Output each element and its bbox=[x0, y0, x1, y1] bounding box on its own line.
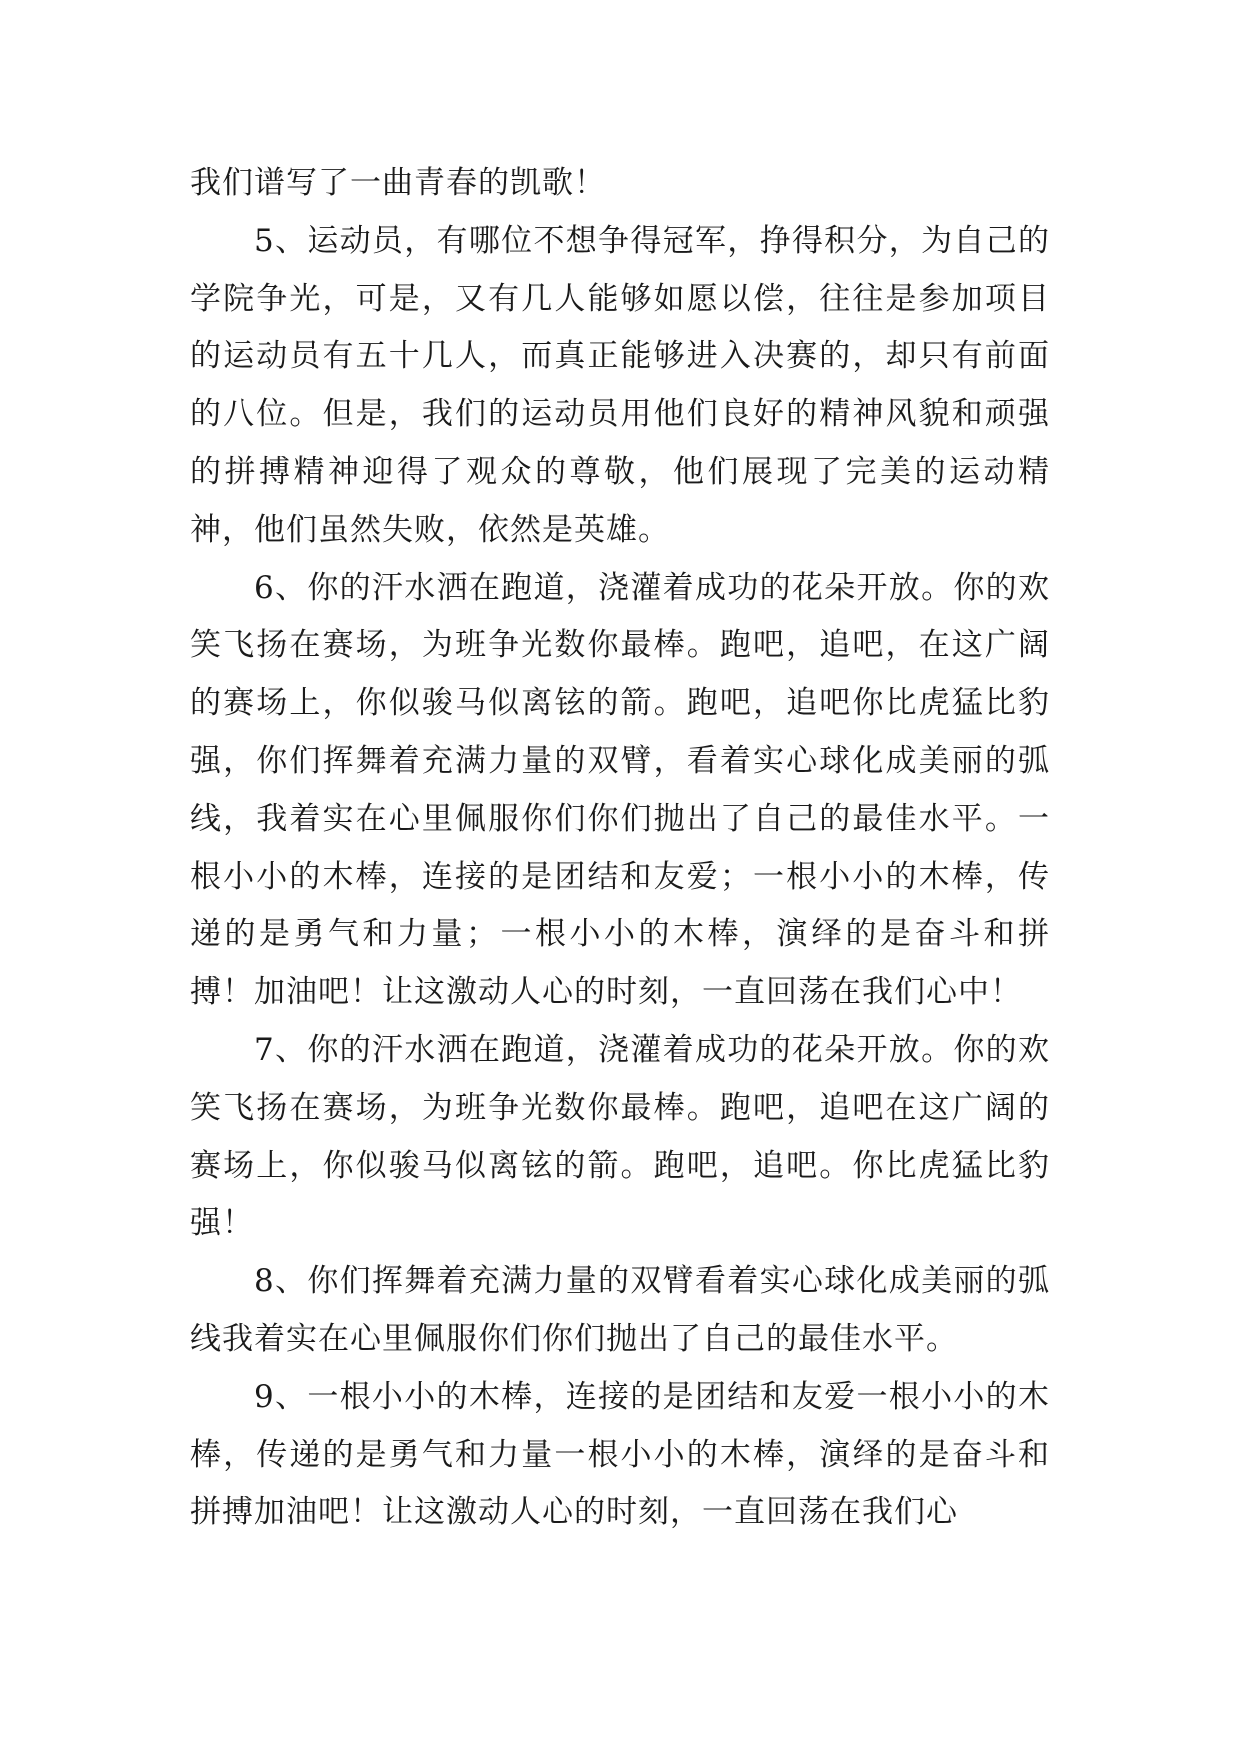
paragraph-9: 9、一根小小的木棒，连接的是团结和友爱一根小小的木棒，传递的是勇气和力量一根小小的木棒，演绎的是奋斗和拼搏加油吧！让这激动人心的时刻，一直回荡在我们心 bbox=[190, 1378, 1050, 1531]
paragraph-6: 6、你的汗水洒在跑道，浇灌着成功的花朵开放。你的欢笑飞扬在赛场，为班争光数你最棒。跑吧，追吧，在这广阔的赛场上，你似骏马似离铉的箭。跑吧，追吧你比虎猛比豹强，你们挥舞着充满力量的双臂，看着实心球化成美丽的弧线，我着实在心里佩服你们你们抛出了自己的最佳水平。一根小小的木棒，连接的是团结和友爱；一根小小的木棒，传递的是勇气和力量；一根小小的木棒，演绎的是奋斗和拼搏！加油吧！让这激动人心的时刻，一直回荡在我们心中！ bbox=[190, 569, 1050, 1011]
paragraph-5: 5、运动员，有哪位不想争得冠军，挣得积分，为自己的学院争光，可是，又有几人能够如愿以偿，往往是参加项目的运动员有五十几人，而真正能够进入决赛的，却只有前面的八位。但是，我们的运动员用他们良好的精神风貌和顽强的拼搏精神迎得了观众的尊敬，他们展现了完美的运动精神，他们虽然失败，依然是英雄。 bbox=[190, 222, 1050, 548]
paragraph-7: 7、你的汗水洒在跑道，浇灌着成功的花朵开放。你的欢笑飞扬在赛场，为班争光数你最棒。跑吧，追吧在这广阔的赛场上，你似骏马似离铉的箭。跑吧，追吧。你比虎猛比豹强！ bbox=[190, 1031, 1050, 1242]
paragraph-8: 8、你们挥舞着充满力量的双臂看着实心球化成美丽的弧线我着实在心里佩服你们你们抛出了自己的最佳水平。 bbox=[190, 1263, 1050, 1357]
paragraph-continuation: 我们谱写了一曲青春的凯歌！ bbox=[190, 165, 606, 201]
document-body bbox=[190, 155, 1050, 1542]
